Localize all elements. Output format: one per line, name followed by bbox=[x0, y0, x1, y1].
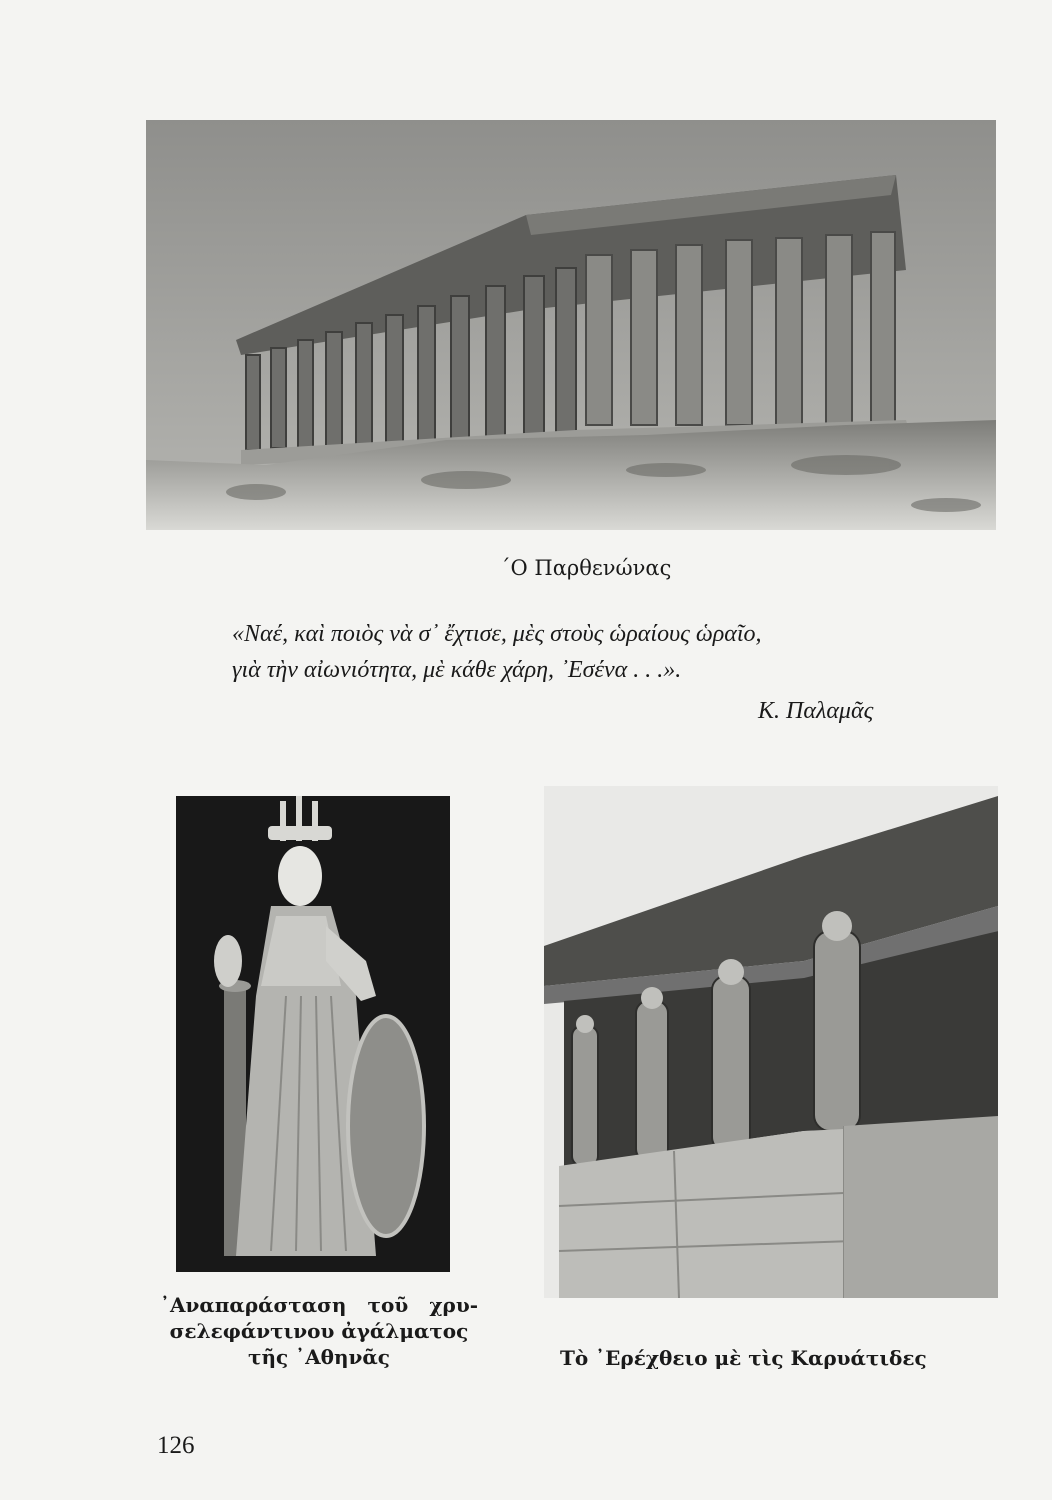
quote-line-1: «Ναέ, καὶ ποιὸς νὰ σ᾽ ἔχτισε, μὲς στοὺς ὡραίους ὡραῖο, bbox=[232, 621, 762, 647]
athena-statue-photo bbox=[176, 796, 450, 1272]
parthenon-photo bbox=[146, 120, 996, 530]
parthenon-caption: ΄Ο Παρθενώνας bbox=[500, 556, 672, 580]
erechtheion-photo bbox=[544, 786, 998, 1298]
erechtheion-caption: Τὸ ᾽Ερέχθειο μὲ τὶς Καρυάτιδες bbox=[560, 1346, 927, 1370]
athena-caption-line-2: σελεφάντινου ἀγάλματος bbox=[169, 1319, 469, 1343]
quote-line-2: γιὰ τὴν αἰωνιότητα, μὲ κάθε χάρη, ᾽Εσένα . . .». bbox=[232, 657, 682, 683]
athena-caption bbox=[160, 1292, 478, 1370]
parthenon-illustration bbox=[146, 120, 996, 530]
athena-statue-illustration bbox=[176, 796, 450, 1272]
athena-caption-line-1: ᾽Αναπαράσταση τοῦ χρυ- bbox=[160, 1293, 478, 1317]
quote-author: Κ. Παλαμᾶς bbox=[758, 698, 874, 724]
athena-caption-line-3: τῆς ᾽Αθηνᾶς bbox=[248, 1345, 390, 1369]
erechtheion-illustration bbox=[544, 786, 998, 1298]
page-number: 126 bbox=[157, 1432, 195, 1459]
